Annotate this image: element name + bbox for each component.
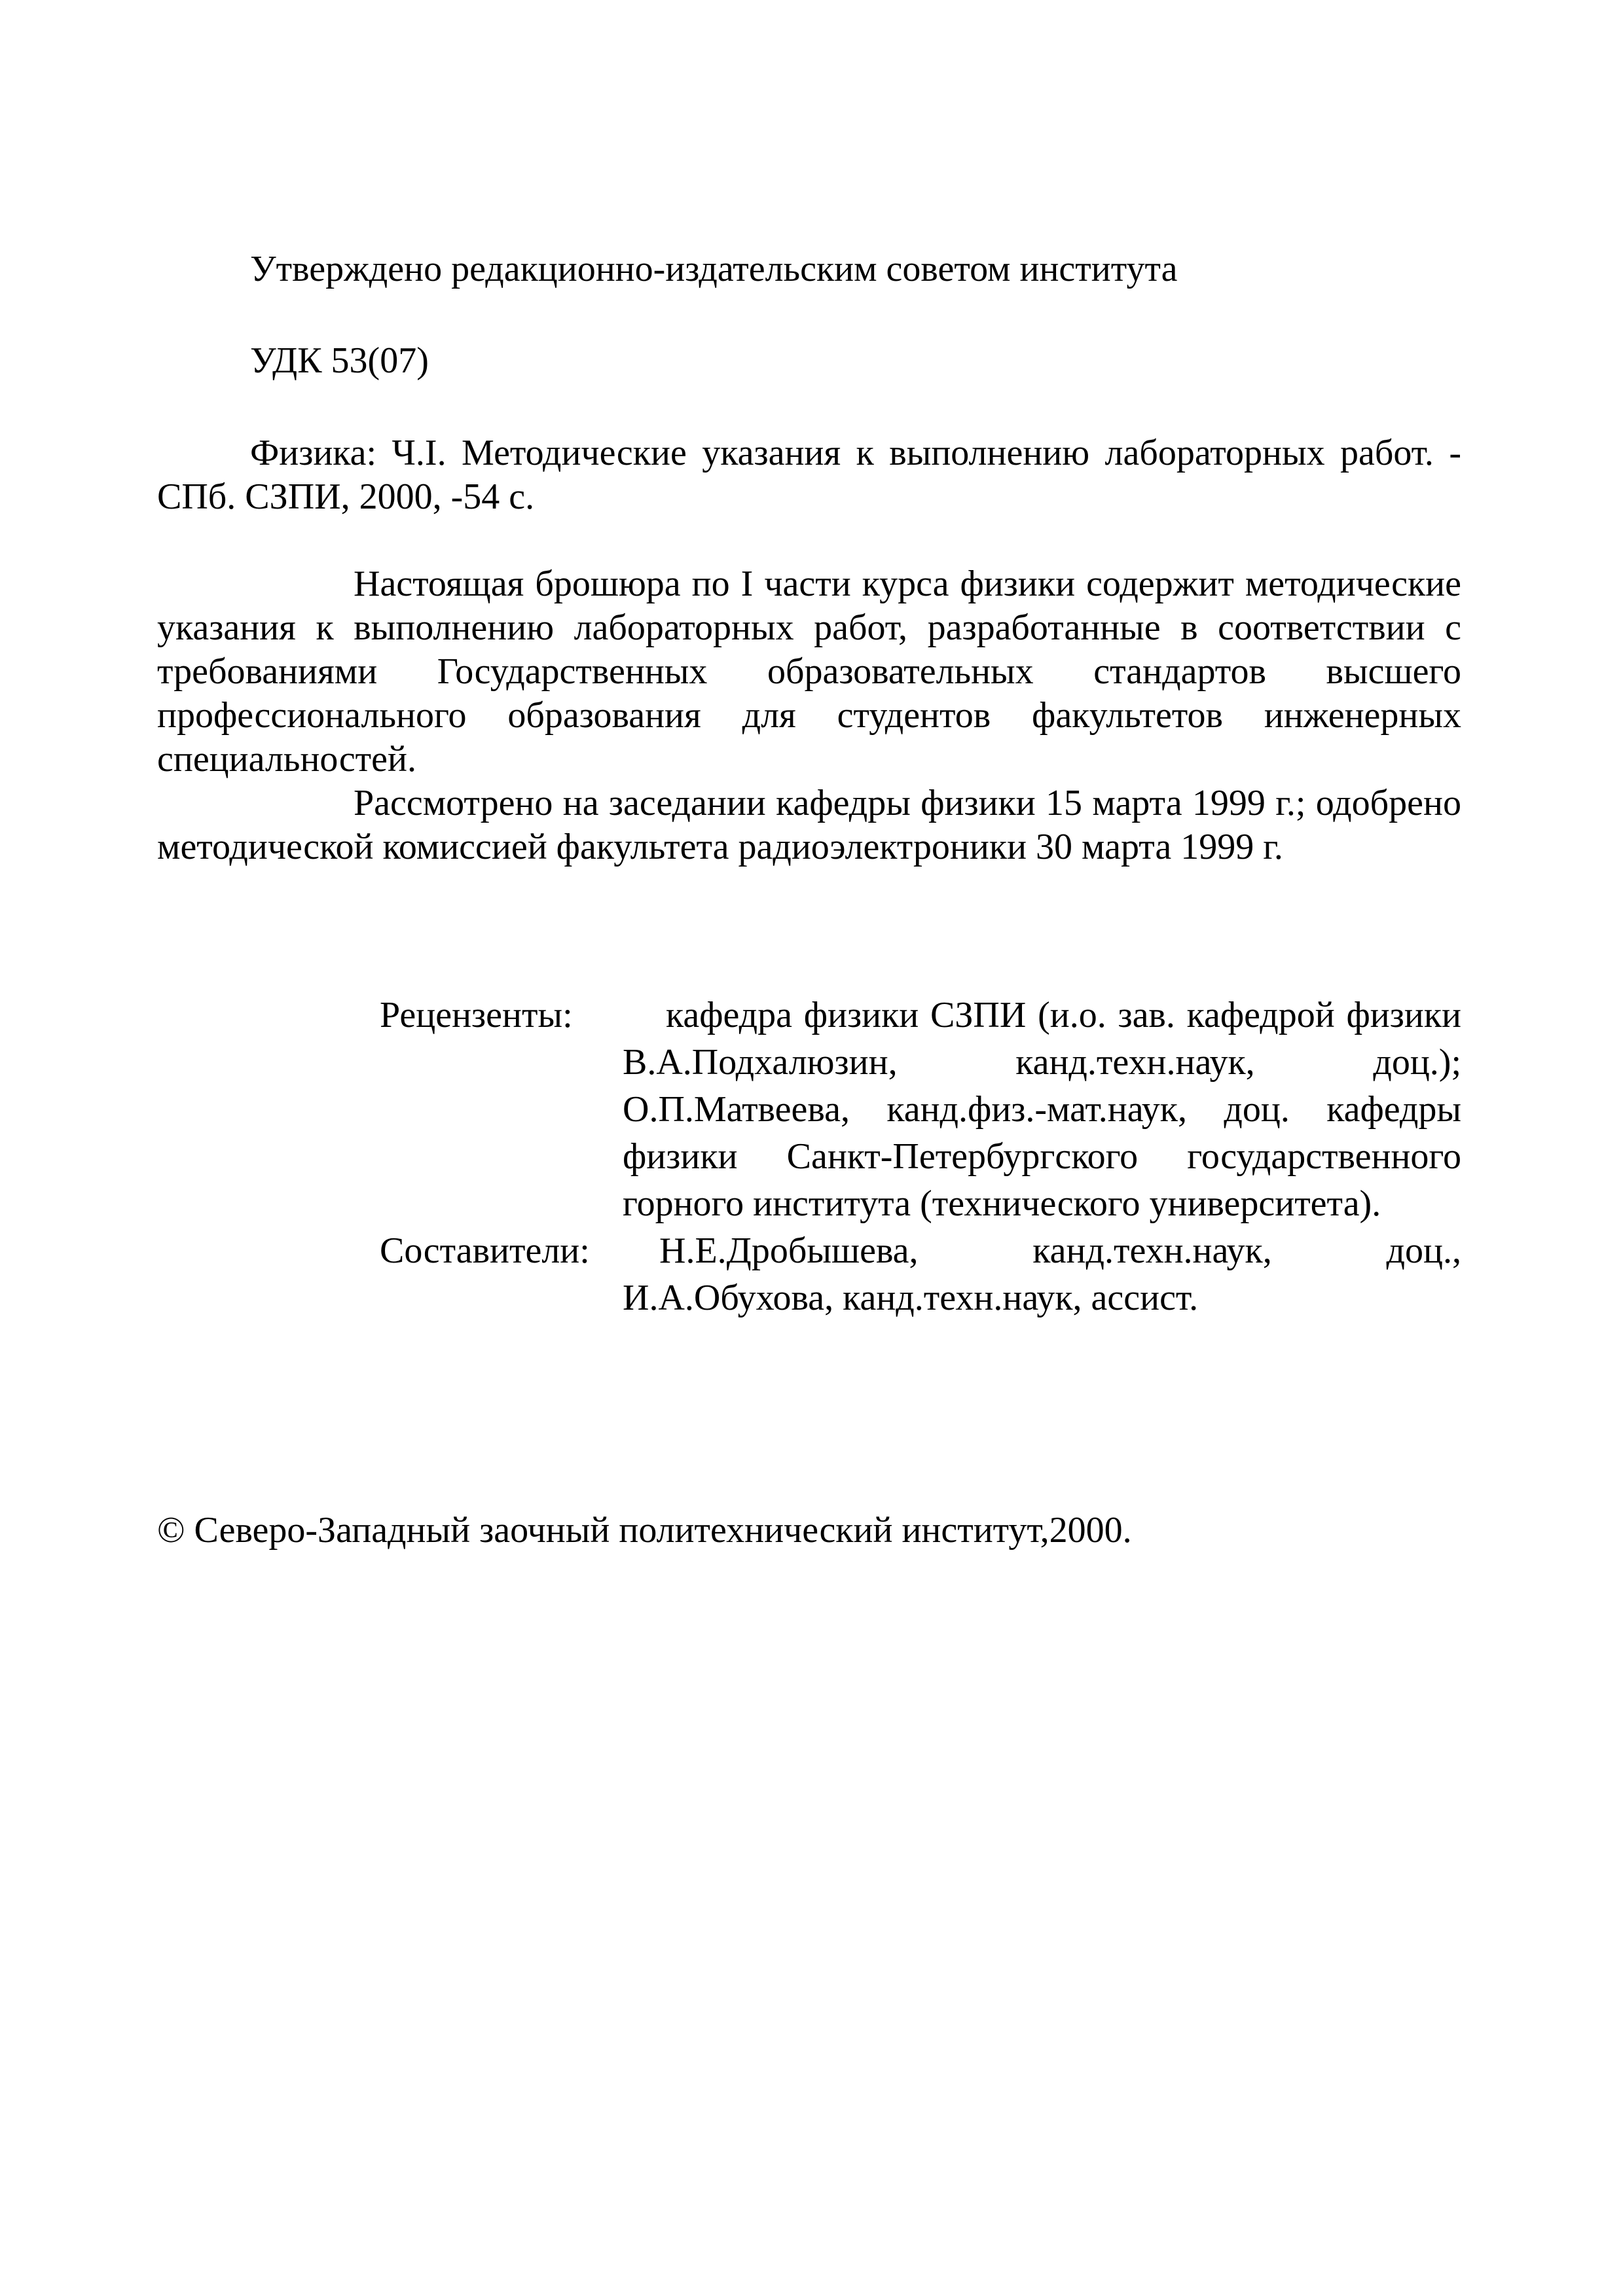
citation: Физика: Ч.I. Методические указания к выполнению лабораторных работ. - СПб. СЗПИ, 2000, -54 с. xyxy=(157,433,1461,517)
approval-line: Утверждено редакционно-издательским советом института xyxy=(250,249,1178,289)
reviewers-text: кафедра физики СЗПИ (и.о. зав. кафедрой физики В.А.Подхалюзин, канд.техн.наук, доц.); О.П.Матвеева, канд.физ.-мат.наук, доц. кафедры физики Санкт-Петербургского государственного горного института (технического университета). xyxy=(623,995,1461,1224)
udc-code: УДК 53(07) xyxy=(250,340,429,381)
compilers-label: Составители: xyxy=(380,1230,590,1271)
compilers-text: Н.Е.Дробышева, канд.техн.наук, доц., И.А.Обухова, канд.техн.наук, ассист. xyxy=(623,1230,1461,1318)
reviewers-label: Рецензенты: xyxy=(380,995,573,1035)
reviewers-block xyxy=(380,992,1461,1321)
abstract-paragraph: Настоящая брошюра по I части курса физики содержит методические указания к выполнению лабораторных работ, разработанные в соответствии с требованиями Государственных образовательных стандартов высшего профессионального образования для студентов факультетов инженерных специальностей. xyxy=(157,564,1461,780)
copyright: © Северо-Западный заочный политехнический институт,2000. xyxy=(157,1510,1132,1551)
review-note: Рассмотрено на заседании кафедры физики 15 марта 1999 г.; одобрено методической комиссией факультета радиоэлектроники 30 марта 1999 г. xyxy=(157,783,1461,867)
